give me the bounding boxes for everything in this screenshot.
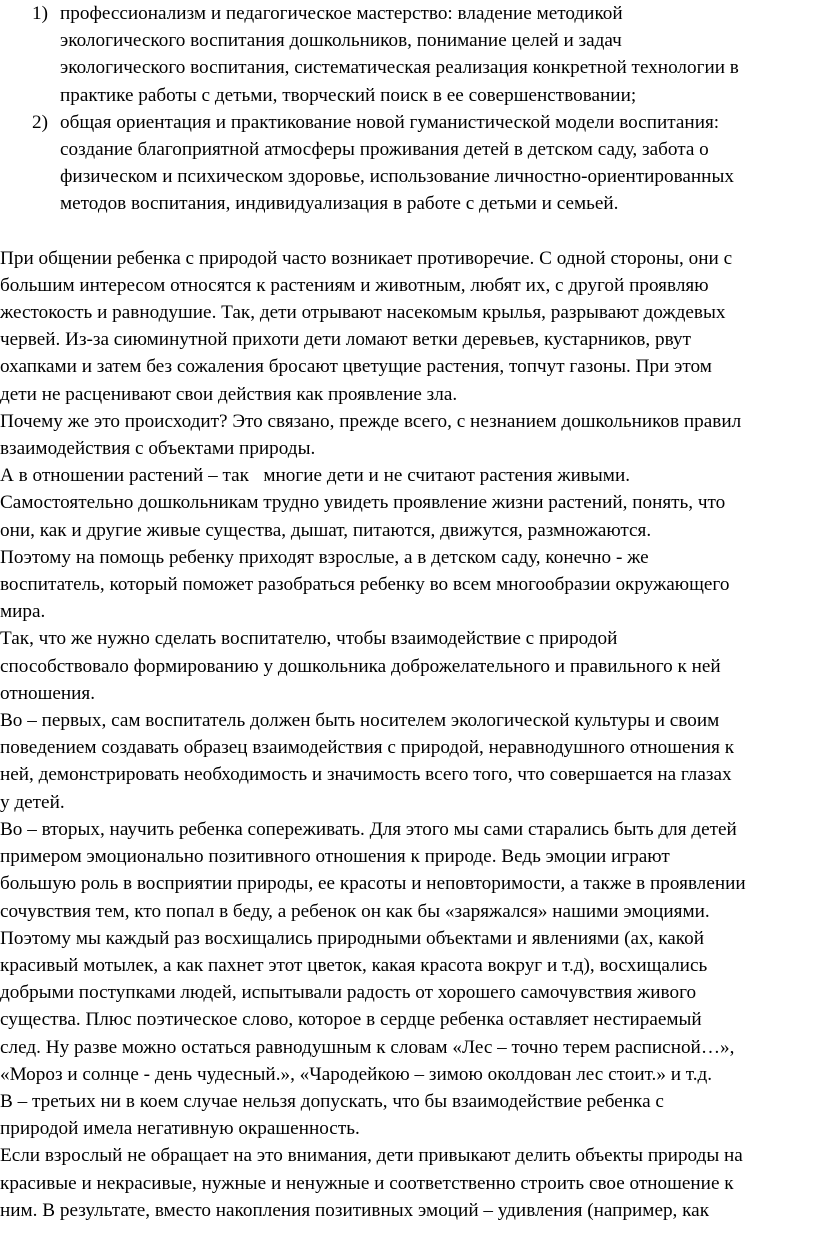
text-line: экологического воспитания, систематическая реализация конкретной технологии в [60,57,739,79]
text-line: отношения. [0,682,96,704]
text-line: Поэтому мы каждый раз восхищались природными объектами и явлениями (ах, какой [0,927,704,949]
text-line: червей. Из-за сиюминутной прихоти дети ломают ветки деревьев, кустарников, рвут [0,329,691,351]
text-line: мира. [0,601,46,623]
text-line: Во – первых, сам воспитатель должен быть носителем экологической культуры и своим [0,710,720,732]
text-line: охапками и затем без сожаления бросают цветущие растения, топчут газоны. При этом [0,356,712,378]
paragraph [0,707,816,816]
text-line: существа. Плюс поэтическое слово, которое в сердце ребенка оставляет нестираемый [0,1009,702,1031]
list-item [0,0,816,109]
text-line: физическом и психическом здоровье, использование личностно-ориентированных [60,166,734,188]
text-line: большим интересом относятся к растениям и животным, любят их, с другой проявляю [0,274,709,296]
paragraph [0,625,816,707]
text-line: след. Ну разве можно остаться равнодушным к словам «Лес – точно терем расписной…», [0,1036,735,1058]
text-line: дети не расценивают свои действия как проявление зла. [0,383,458,405]
text-line: жестокость и равнодушие. Так, дети отрывают насекомым крылья, разрывают дождевых [0,302,726,324]
text-line: добрыми поступками людей, испытывали радость от хорошего самочувствия живого [0,982,697,1004]
text-line: профессионализм и педагогическое мастерство: владение методикой [60,3,623,24]
text-line: методов воспитания, индивидуализация в работе с детьми и семьей. [60,193,619,215]
text-line: красивые и некрасивые, нужные и ненужные и соответственно строить свое отношение к [0,1172,734,1194]
text-line: Так, что же нужно сделать воспитателю, чтобы взаимодействие с природой [0,628,618,650]
text-line: большую роль в восприятии природы, ее красоты и неповторимости, а также в проявлении [0,873,746,895]
text-line: сочувствия тем, кто попал в беду, а ребенок он как бы «заряжался» нашими эмоциями. [0,900,710,922]
text-line: ним. В результате, вместо накопления позитивных эмоций – удивления (например, как [0,1199,710,1221]
text-line: Почему же это происходит? Это связано, прежде всего, с незнанием дошкольников правил [0,410,742,432]
paragraph [0,544,816,626]
text-line: Поэтому на помощь ребенку приходят взрослые, а в детском саду, конечно - же [0,546,649,568]
text-line: они, как и другие живые существа, дышат, питаются, движутся, размножаются. [0,519,652,541]
text-line: В – третьих ни в коем случае нельзя допускать, что бы взаимодействие ребенка с [0,1090,664,1112]
body-text [0,245,816,1224]
numbered-list [0,0,816,218]
text-line: воспитатель, который поможет разобраться ребенку во всем многообразии окружающего [0,574,730,596]
list-marker: 1) [32,3,48,24]
list-marker: 2) [32,111,48,133]
text-line: «Мороз и солнце - день чудесный.», «Чародейкою – зимою околдован лес стоит.» и т.д. [0,1063,713,1085]
text-line: примером эмоционально позитивного отношения к природе. Ведь эмоции играют [0,846,670,868]
paragraph [0,816,816,1088]
text-line: создание благоприятной атмосферы проживания детей в детском саду, забота о [60,139,709,161]
text-line: практике работы с детьми, творческий поиск в ее совершенствовании; [60,84,637,106]
text-line: экологического воспитания дошкольников, понимание целей и задач [60,30,622,52]
text-line: у детей. [0,791,65,813]
text-line: Если взрослый не обращает на это внимания, дети привыкают делить объекты природы на [0,1145,743,1167]
paragraph [0,1142,816,1224]
text-line: природой имела негативную окрашенность. [0,1118,360,1140]
text-line: взаимодействия с объектами природы. [0,438,316,460]
text-line: А в отношении растений – так многие дети и не считают растения живыми. [0,465,631,487]
paragraph [0,245,816,408]
paragraph [0,408,816,462]
text-line: Во – вторых, научить ребенка сопереживать. Для этого мы сами старались быть для детей [0,818,737,840]
text-line: Самостоятельно дошкольникам трудно увидеть проявление жизни растений, понять, что [0,492,726,514]
paragraph [0,462,816,544]
text-line: ней, демонстрировать необходимость и значимость всего того, что совершается на глазах [0,764,732,786]
text-line: При общении ребенка с природой часто возникает противоречие. С одной стороны, они с [0,247,733,269]
text-line: поведением создавать образец взаимодействия с природой, неравнодушного отношения к [0,737,735,759]
text-line: способствовало формированию у дошкольника доброжелательного и правильного к ней [0,655,721,677]
list-item [0,109,816,218]
text-line: красивый мотылек, а как пахнет этот цветок, какая красота вокруг и т.д), восхищались [0,954,708,976]
text-line: общая ориентация и практикование новой гуманистической модели воспитания: [60,111,720,133]
paragraph [0,1088,816,1142]
